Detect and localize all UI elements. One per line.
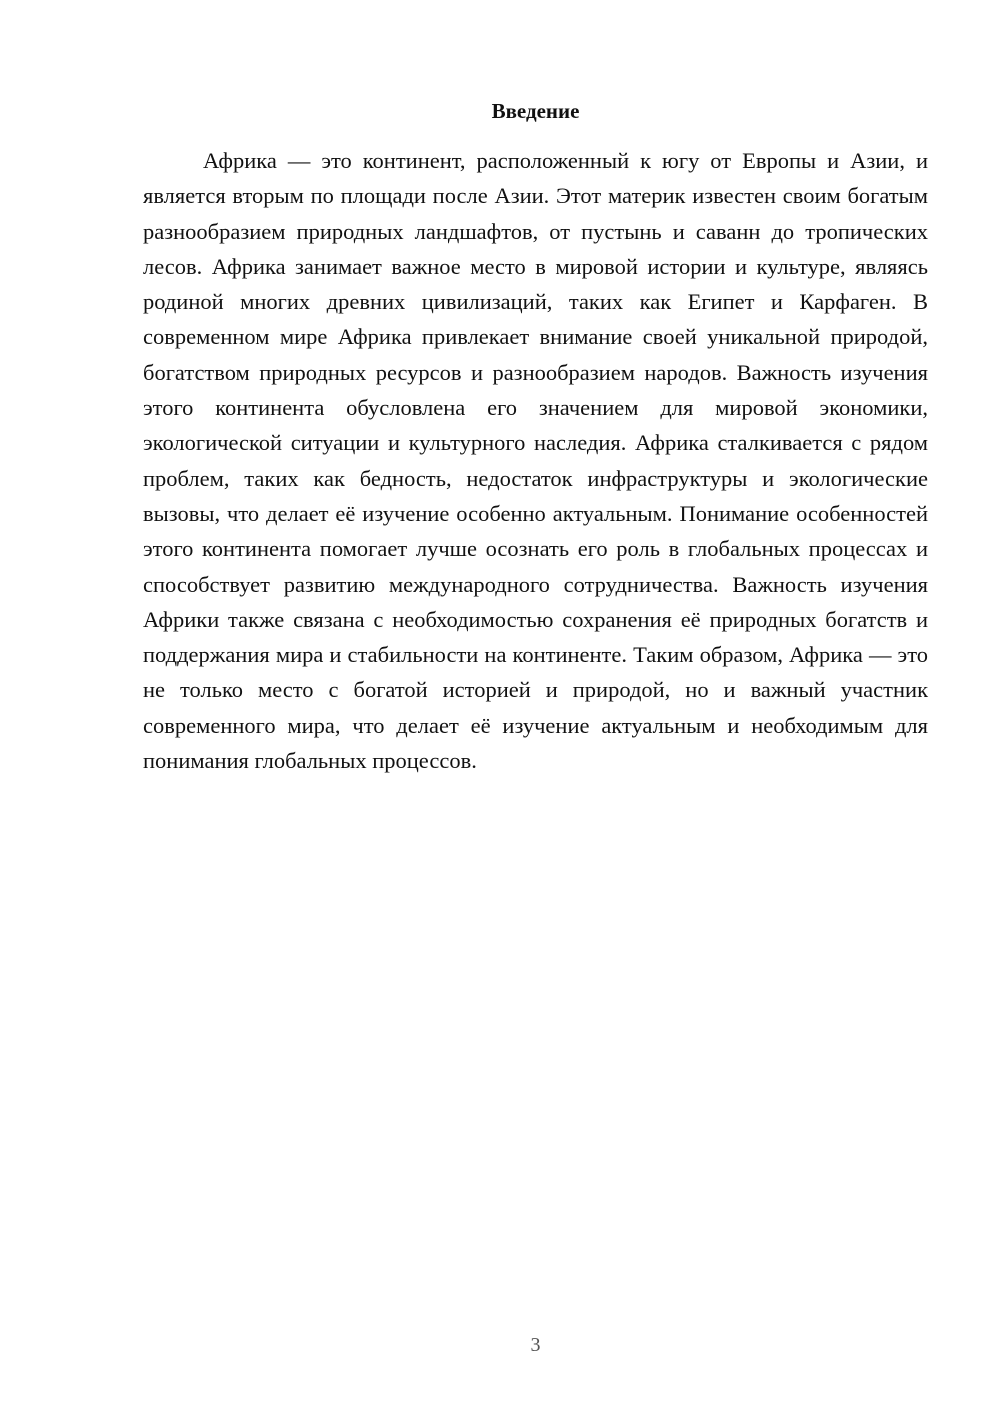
body-paragraph: Африка — это континент, расположенный к югу от Европы и Азии, и является вторым по площади после Азии. Этот материк известен своим богатым разнообразием природных ландшафтов, от пустынь и саванн до тропических лесов. Африка занимает важное место в мировой истории и культуре, являясь родиной многих древних цивилизаций, таких как Египет и Карфаген. В современном мире Африка привлекает внимание своей уникальной природой, богатством природных ресурсов и разнообразием народов. Важность изучения этого континента обусловлена его значением для мировой экономики, экологической ситуации и культурного наследия. Африка сталкивается с рядом проблем, таких как бедность, недостаток инфраструктуры и экологические вызовы, что делает её изучение особенно актуальным. Понимание особенностей этого континента помогает лучше осознать его роль в глобальных процессах и способствует развитию международного сотрудничества. Важность изучения Африки также связана с необходимостью сохранения её природных богатств и поддержания мира и стабильности на континенте. Таким образом, Африка — это не только место с богатой историей и природой, но и важный участник современного мира, что делает её изучение актуальным и необходимым для понимания глобальных процессов. (143, 148, 928, 774)
section-heading: Введение (491, 99, 580, 123)
page-number: 3 (530, 1334, 541, 1356)
